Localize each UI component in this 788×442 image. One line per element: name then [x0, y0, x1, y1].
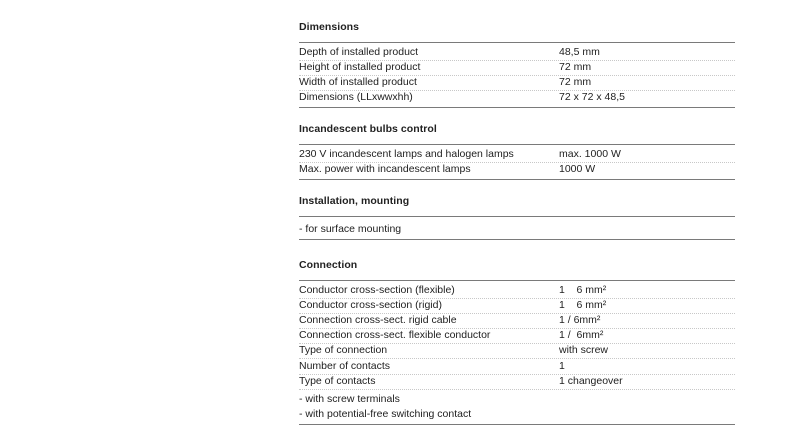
spec-label: Type of contacts	[299, 375, 376, 387]
table-row	[299, 374, 735, 390]
section-divider	[299, 144, 735, 145]
spec-value: 72 mm	[559, 76, 592, 88]
spec-value: with screw	[559, 344, 609, 356]
table-row	[299, 328, 735, 344]
spec-value: 1 / 6mm²	[559, 329, 604, 341]
connection-note: - with screw terminals	[299, 393, 400, 405]
section-title-installation: Installation, mounting	[299, 195, 410, 207]
spec-label: Max. power with incandescent lamps	[299, 163, 471, 175]
installation-note: - for surface mounting	[299, 223, 402, 235]
spec-value: 1 / 6mm²	[559, 314, 601, 326]
spec-label: Connection cross-sect. flexible conductor	[299, 329, 491, 341]
spec-value: 72 x 72 x 48,5	[559, 91, 625, 103]
spec-label: Dimensions (LLxwwxhh)	[299, 91, 413, 103]
section-divider	[299, 239, 735, 240]
section-title-incandescent: Incandescent bulbs control	[299, 123, 437, 135]
connection-note: - with potential-free switching contact	[299, 408, 472, 420]
section-divider	[299, 216, 735, 217]
spec-label: Height of installed product	[299, 61, 421, 73]
section-title-connection: Connection	[299, 259, 358, 271]
table-row	[299, 343, 735, 359]
spec-label: Number of contacts	[299, 360, 391, 372]
spec-label: Conductor cross-section (rigid)	[299, 299, 442, 311]
spec-value: 48,5 mm	[559, 46, 600, 58]
table-row	[299, 283, 735, 299]
spec-value: 1 changeover	[559, 375, 623, 387]
spec-value: 1000 W	[559, 163, 596, 175]
section-divider	[299, 107, 735, 108]
section-divider	[299, 179, 735, 180]
table-row	[299, 90, 735, 105]
spec-label: Width of installed product	[299, 76, 417, 88]
table-row	[299, 75, 735, 91]
section-divider	[299, 280, 735, 281]
spec-label: 230 V incandescent lamps and halogen lamps	[299, 148, 514, 160]
spec-label: Connection cross-sect. rigid cable	[299, 314, 457, 326]
spec-value: 72 mm	[559, 61, 592, 73]
section-divider	[299, 424, 735, 425]
table-row	[299, 60, 735, 76]
spec-value: 1	[559, 360, 565, 372]
table-row	[299, 298, 735, 314]
spec-value: 1 6 mm²	[559, 299, 607, 311]
spec-label: Type of connection	[299, 344, 388, 356]
section-divider	[299, 42, 735, 43]
table-row	[299, 359, 735, 375]
table-row	[299, 162, 735, 177]
table-row	[299, 45, 735, 61]
section-title-dimensions: Dimensions	[299, 21, 360, 33]
spec-value: 1 6 mm²	[559, 284, 607, 296]
spec-value: max. 1000 W	[559, 148, 621, 160]
table-row	[299, 313, 735, 329]
table-row	[299, 147, 735, 163]
spec-label: Conductor cross-section (flexible)	[299, 284, 455, 296]
spec-label: Depth of installed product	[299, 46, 419, 58]
